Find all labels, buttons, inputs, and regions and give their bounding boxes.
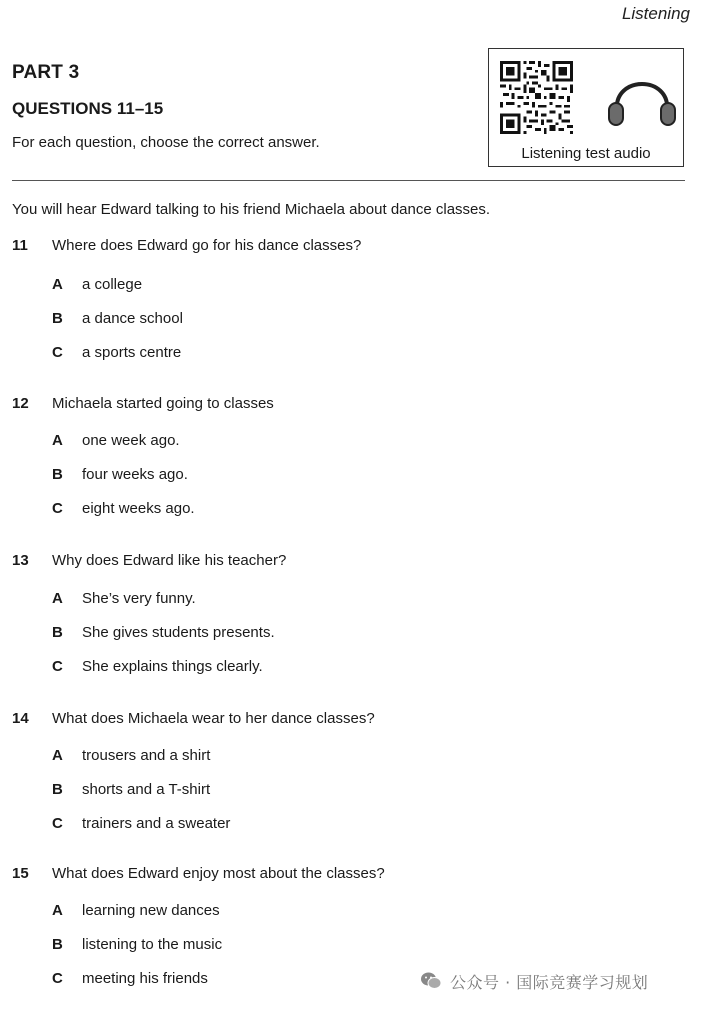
- question-text: Michaela started going to classes: [52, 395, 274, 412]
- question-text: What does Edward enjoy most about the classes?: [52, 865, 385, 882]
- question-number: 11: [12, 237, 28, 254]
- qr-code-icon[interactable]: [500, 61, 573, 134]
- option-letter[interactable]: C: [52, 658, 63, 675]
- option-text[interactable]: She’s very funny.: [82, 590, 196, 607]
- option-letter[interactable]: B: [52, 310, 63, 327]
- option-letter[interactable]: C: [52, 970, 63, 987]
- option-text[interactable]: trousers and a shirt: [82, 747, 211, 764]
- option-letter[interactable]: A: [52, 747, 63, 764]
- question-text: Why does Edward like his teacher?: [52, 552, 287, 569]
- option-text[interactable]: She gives students presents.: [82, 624, 275, 641]
- option-letter[interactable]: C: [52, 344, 63, 361]
- question-number: 14: [12, 710, 29, 727]
- option-letter[interactable]: B: [52, 781, 63, 798]
- option-text[interactable]: a sports centre: [82, 344, 182, 361]
- option-text[interactable]: listening to the music: [82, 936, 223, 953]
- option-letter[interactable]: B: [52, 466, 63, 483]
- divider: [12, 180, 685, 181]
- option-letter[interactable]: A: [52, 902, 63, 919]
- wechat-icon: [420, 971, 442, 991]
- section-label: Listening: [621, 4, 690, 23]
- option-text[interactable]: trainers and a sweater: [82, 815, 231, 832]
- option-text[interactable]: a dance school: [82, 310, 183, 327]
- questions-range: QUESTIONS 11–15: [12, 99, 164, 118]
- option-text[interactable]: one week ago.: [82, 432, 180, 449]
- question-text: Where does Edward go for his dance classes?: [52, 237, 362, 254]
- headphones-icon: [607, 67, 677, 131]
- watermark: [420, 966, 648, 996]
- part-title: PART 3: [12, 62, 80, 83]
- question-text: What does Michaela wear to her dance classes?: [52, 710, 375, 727]
- option-letter[interactable]: A: [52, 276, 63, 293]
- instruction-text: For each question, choose the correct answer.: [12, 134, 320, 151]
- option-text[interactable]: She explains things clearly.: [82, 658, 263, 675]
- option-text[interactable]: a college: [82, 276, 143, 293]
- question-number: 12: [12, 395, 29, 412]
- intro-text: You will hear Edward talking to his friend Michaela about dance classes.: [12, 201, 491, 218]
- option-text[interactable]: four weeks ago.: [82, 466, 188, 483]
- option-letter[interactable]: B: [52, 624, 63, 641]
- option-letter[interactable]: A: [52, 590, 63, 607]
- option-text[interactable]: meeting his friends: [82, 970, 208, 987]
- option-letter[interactable]: C: [52, 815, 63, 832]
- option-text[interactable]: shorts and a T-shirt: [82, 781, 211, 798]
- listening-audio-box: [488, 48, 684, 167]
- watermark-text: 公众号 · 国际竞赛学习规划: [450, 972, 649, 992]
- question-number: 13: [12, 552, 29, 569]
- option-letter[interactable]: B: [52, 936, 63, 953]
- option-text[interactable]: eight weeks ago.: [82, 500, 195, 517]
- option-text[interactable]: learning new dances: [82, 902, 220, 919]
- audio-label: Listening test audio: [521, 145, 651, 162]
- question-number: 15: [12, 865, 29, 882]
- option-letter[interactable]: C: [52, 500, 63, 517]
- option-letter[interactable]: A: [52, 432, 63, 449]
